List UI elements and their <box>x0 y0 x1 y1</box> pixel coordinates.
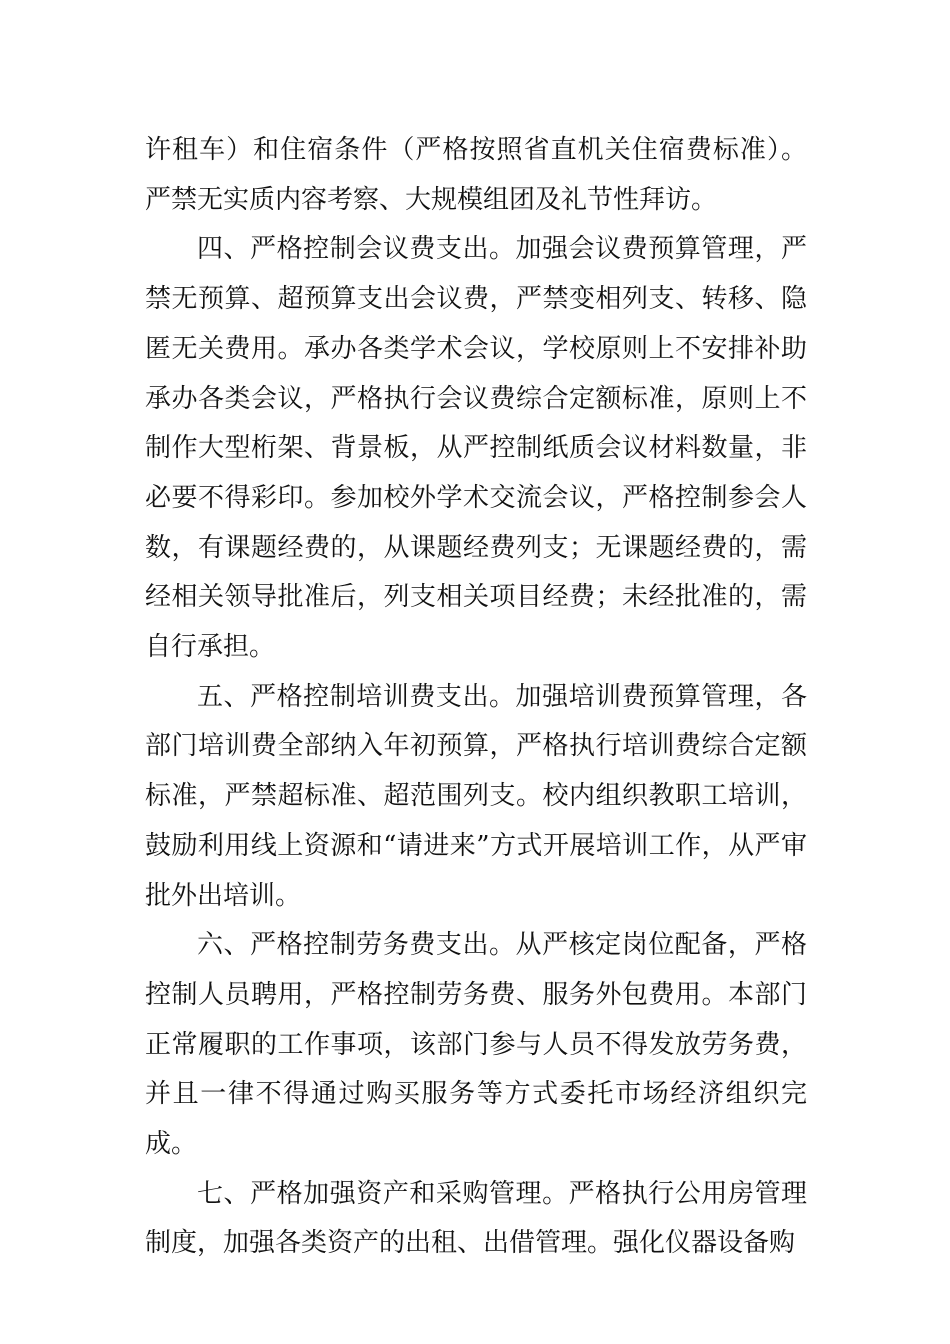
document-body <box>145 126 807 1269</box>
paragraph-asset-procurement: 七、严格加强资产和采购管理。严格执行公用房管理制度，加强各类资产的出租、出借管理。强化仪器设备购 <box>145 1178 807 1259</box>
paragraph-labor-expenses: 六、严格控制劳务费支出。从严核定岗位配备，严格控制人员聘用，严格控制劳务费、服务外包费用。本部门正常履职的工作事项，该部门参与人员不得发放劳务费，并且一律不得通过购买服务等方式委托市场经济组织完成。 <box>145 930 807 1160</box>
paragraph-training-expenses: 五、严格控制培训费支出。加强培训费预算管理，各部门培训费全部纳入年初预算，严格执行培训费综合定额标准，严禁超标准、超范围列支。校内组织教职工培训，鼓励利用线上资源和“请进来”方式开展培训工作，从严审批外出培训。 <box>145 681 807 911</box>
paragraph-meeting-expenses: 四、严格控制会议费支出。加强会议费预算管理，严禁无预算、超预算支出会议费，严禁变相列支、转移、隐匿无关费用。承办各类学术会议，学校原则上不安排补助承办各类会议，严格执行会议费综合定额标准，原则上不制作大型桁架、背景板，从严控制纸质会议材料数量，非必要不得彩印。参加校外学术交流会议，严格控制参会人数，有课题经费的，从课题经费列支；无课题经费的，需经相关领导批准后，列支相关项目经费；未经批准的，需自行承担。 <box>145 234 807 663</box>
paragraph-continuation: 许租车）和住宿条件（严格按照省直机关住宿费标准）。严禁无实质内容考察、大规模组团及礼节性拜访。 <box>145 135 807 215</box>
